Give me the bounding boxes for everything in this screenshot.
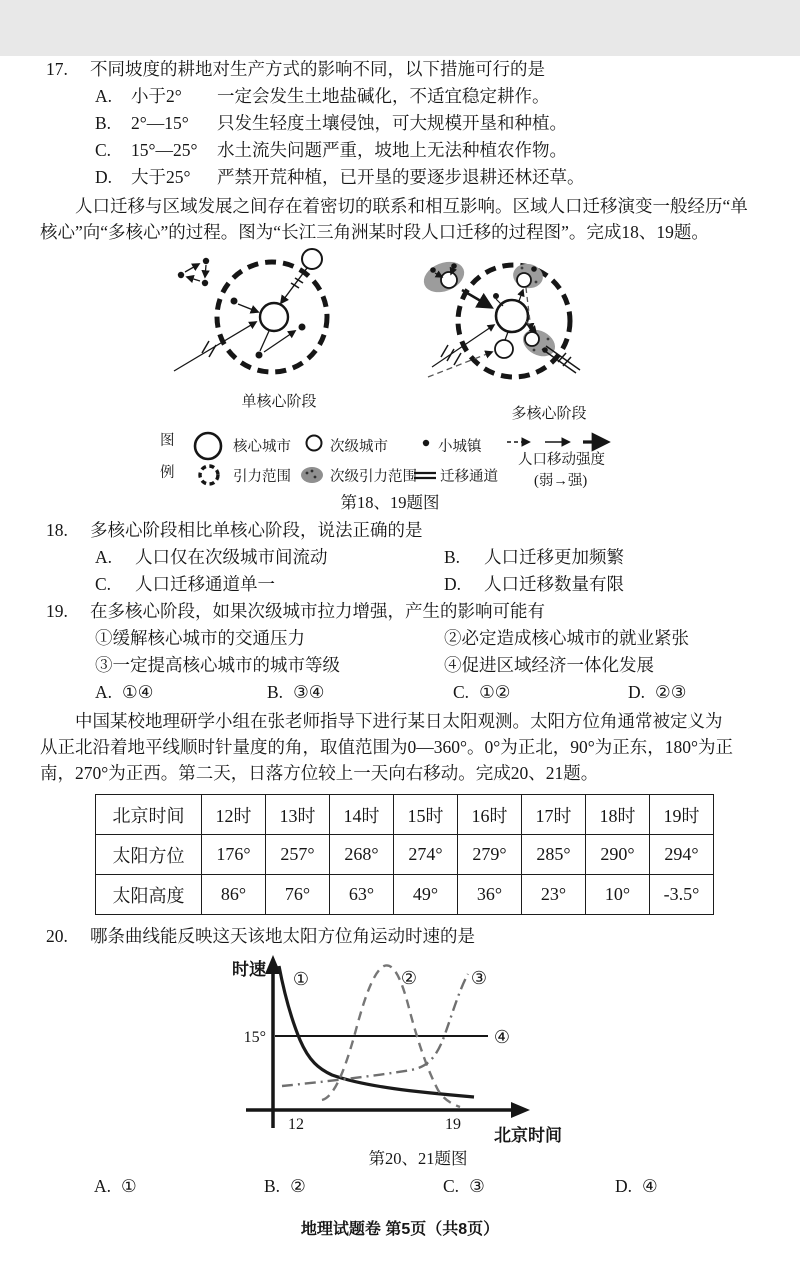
paragraph-line: 中国某校地理研学小组在张老师指导下进行某日太阳观测。太阳方位角通常被定义为 [75,711,723,731]
legend-title-bottom: 例 [160,465,175,481]
cell: 36° [458,875,522,915]
migration-arrow [185,264,199,272]
option-range: 小于2° [131,86,182,106]
option-range: 2°—15° [131,113,189,133]
x-axis-label: 北京时间 [494,1126,562,1145]
secondary-city-circle [302,249,322,269]
x-axis-arrow [511,1102,530,1118]
channel-tick [209,345,216,357]
option-label: B. [95,113,112,133]
option [267,679,453,706]
gravity-range-icon [196,463,222,487]
channel-tick [447,349,454,361]
cell: -3.5° [650,875,714,915]
secondary-city-icon [304,433,324,453]
figure1-caption: 第18、19题图 [340,493,440,512]
option-label: D. [444,574,462,594]
statement: ③一定提高核心城市的城市等级 [95,655,340,675]
speed-chart-figure [226,952,610,1169]
channel-tick [441,345,448,357]
multi-core-caption: 多核心阶段 [511,406,587,422]
page-footer: 地理试题卷 第5页（共8页） [300,1221,500,1238]
paragraph-line: 从正北沿着地平线顺时针量度的角，取值范围为0—360°。0°为正北，90°为正东，180°为正 [40,737,733,757]
cell: 274° [394,835,458,875]
q19-statements-row-1 [95,625,800,652]
q17-option-d [95,164,800,191]
small-town-icon [420,437,432,449]
question-number: 18. [46,520,68,540]
cell: 290° [586,835,650,875]
legend-label-secondary-gravity-range: 次级引力范围 [330,469,417,485]
q17-option-c [95,137,800,164]
q18-options-row-1 [95,544,800,571]
migration-arrow [519,290,523,301]
multi-core-figure [418,249,680,423]
option-label: A. [95,86,113,106]
cell: 23° [522,875,586,915]
cell: 285° [522,835,586,875]
small-town-dot [231,298,238,305]
small-town-dot [451,263,457,269]
question-19-stem [46,598,800,625]
cell: 13时 [266,795,330,835]
figure2-caption: 第20、21题图 [368,1149,468,1168]
secondary-city-circle [495,340,513,358]
option [615,1173,658,1200]
option-text: 人口迁移数量有限 [484,574,624,594]
legend-title-top: 图 [160,433,175,449]
legend-label-migration-channel: 迁移通道 [440,469,498,485]
table-row [96,835,714,875]
figure-legend [0,431,800,491]
migration-line [260,331,269,351]
cell: 49° [394,875,458,915]
option-label: C. [443,1176,460,1196]
option [628,679,686,706]
question-20-stem [46,923,800,950]
cell: 北京时间 [96,795,202,835]
cell: 257° [266,835,330,875]
option-text: ②③ [655,682,687,702]
small-town-dot [203,258,209,264]
legend-label-small-town: 小城镇 [438,439,482,455]
cell: 86° [202,875,266,915]
option-range: 15°—25° [131,140,198,160]
option-label: C. [95,140,112,160]
long-migration-arrow [432,325,494,367]
cell: 12时 [202,795,266,835]
option-text: 人口迁移通道单一 [135,574,275,594]
option-label: D. [615,1176,633,1196]
question-text: 不同坡度的耕地对生产方式的影响不同，以下措施可行的是 [90,59,545,79]
cell: 18时 [586,795,650,835]
small-town-dot [178,272,184,278]
secondary-city-circle [517,273,531,287]
cell: 14时 [330,795,394,835]
option-range: 大于25° [131,167,191,187]
option [94,1173,264,1200]
core-city-icon [190,429,226,463]
option-text: 只发生轻度土壤侵蚀，可大规模开垦和种植。 [217,113,567,133]
multi-core-diagram [422,249,677,399]
option [95,679,267,706]
q19-statements-row-2 [95,652,800,679]
exam-page [0,56,800,1273]
statement: ②必定造成核心城市的就业紧张 [444,628,689,648]
question-number: 20. [46,926,68,946]
secondary-city-circle [441,272,457,288]
small-town-dot [493,293,499,299]
option-text: ③ [469,1176,485,1196]
intro-paragraph-2 [40,708,764,786]
cell: 16时 [458,795,522,835]
table-row [96,795,714,835]
option-text: 一定会发生土地盐碱化，不适宜稳定耕作。 [217,86,550,106]
option-label: B. [267,682,284,702]
paragraph-line: 人口迁移与区域发展之间存在着密切的联系和相互影响。区域人口迁移演变一般经历“单 [75,196,748,216]
option-label: C. [453,682,470,702]
legend-label-core-city: 核心城市 [233,439,291,455]
small-town-dot [299,324,306,331]
migration-arrow [264,331,295,352]
option-label: D. [95,167,113,187]
cell: 15时 [394,795,458,835]
option-label: D. [628,682,646,702]
option-text: ① [121,1176,137,1196]
speed-chart [226,952,610,1144]
curve-4-label: ④ [493,1027,511,1047]
q20-options-row [94,1173,800,1200]
option-label: A. [95,547,113,567]
option-text: ④ [642,1176,658,1196]
intensity-arrows-icon [505,435,617,449]
migration-arrow [205,265,206,277]
option-label: A. [95,682,113,702]
option [443,1173,615,1200]
q17-option-b [95,110,800,137]
statement: ①缓解核心城市的交通压力 [95,628,305,648]
cell: 294° [650,835,714,875]
intensity-title: 人口移动强度 [518,452,605,468]
option [264,1173,443,1200]
legend-label-gravity-range: 引力范围 [233,469,291,485]
cell: 太阳高度 [96,875,202,915]
core-city-circle [496,300,528,332]
question-text: 哪条曲线能反映这天该地太阳方位角运动时速的是 [90,926,475,946]
paragraph-line: 南，270°为正西。第二天，日落方位较上一天向右移动。完成20、21题。 [40,763,599,783]
migration-channel-icon [412,469,438,483]
question-text: 在多核心阶段，如果次级城市拉力增强，产生的影响可能有 [90,601,545,621]
q18-options-row-2 [95,571,800,598]
option-text: ①④ [122,682,154,702]
cell: 19时 [650,795,714,835]
secondary-gravity-range [518,324,559,361]
migration-arrow [238,304,258,312]
x-tick-19: 19 [445,1116,461,1133]
intensity-range: (弱→强) [534,473,588,489]
option [453,679,628,706]
cell: 63° [330,875,394,915]
cell: 176° [202,835,266,875]
legend-label-secondary-city: 次级城市 [330,439,388,455]
curve-1-label: ① [292,969,310,989]
cell: 268° [330,835,394,875]
question-17-stem [46,56,800,83]
small-town-dot [430,267,436,273]
migration-line [505,332,508,340]
channel-line [546,346,580,370]
cell: 17时 [522,795,586,835]
question-number: 19. [46,601,68,621]
secondary-city-circle [525,332,539,346]
migration-arrow [187,277,200,281]
option-text: 人口仅在次级城市间流动 [135,547,328,567]
single-core-figure [150,249,408,423]
option-label: B. [264,1176,281,1196]
strong-migration-arrow [462,290,491,307]
table-row [96,875,714,915]
cell: 279° [458,835,522,875]
solar-observation-table [95,794,714,915]
option-text: ①② [479,682,511,702]
intro-paragraph-1 [40,193,764,245]
option-text: ② [290,1176,306,1196]
option-label: B. [444,547,461,567]
curve-3 [282,974,468,1086]
cell: 太阳方位 [96,835,202,875]
secondary-gravity-range-icon [298,465,326,485]
question-18-stem [46,517,800,544]
q19-options-row [95,679,800,706]
option-text: 严禁开荒种植，已开垦的要逐步退耕还林还草。 [217,167,585,187]
option-label: A. [94,1176,112,1196]
cell: 76° [266,875,330,915]
curve-2-label: ② [400,968,418,988]
paragraph-line: 核心”向“多核心”的过程。图为“长江三角洲某时段人口迁移的过程图”。完成18、19题。 [40,222,709,242]
statement: ④促进区域经济一体化发展 [444,655,654,675]
small-town-dot [531,266,537,272]
y-tick-15: 15° [243,1029,266,1046]
small-town-dot [256,352,263,359]
question-text: 多核心阶段相比单核心阶段，说法正确的是 [90,520,423,540]
y-axis-label: 时速 [232,960,266,979]
option-text: 水土流失问题严重，坡地上无法种植农作物。 [217,140,567,160]
curve-3-label: ③ [470,968,488,988]
cell: 10° [586,875,650,915]
option-label: C. [95,574,112,594]
option-text: ③④ [293,682,325,702]
x-tick-12: 12 [288,1116,304,1133]
option-text: 人口迁移更加频繁 [484,547,624,567]
single-core-caption: 单核心阶段 [241,394,317,410]
small-town-dot [202,280,208,286]
migration-figure [0,249,800,423]
channel-tick [454,353,461,365]
single-core-diagram [154,249,404,387]
question-number: 17. [46,59,68,79]
q17-option-a [95,83,800,110]
core-city-circle [260,303,288,331]
